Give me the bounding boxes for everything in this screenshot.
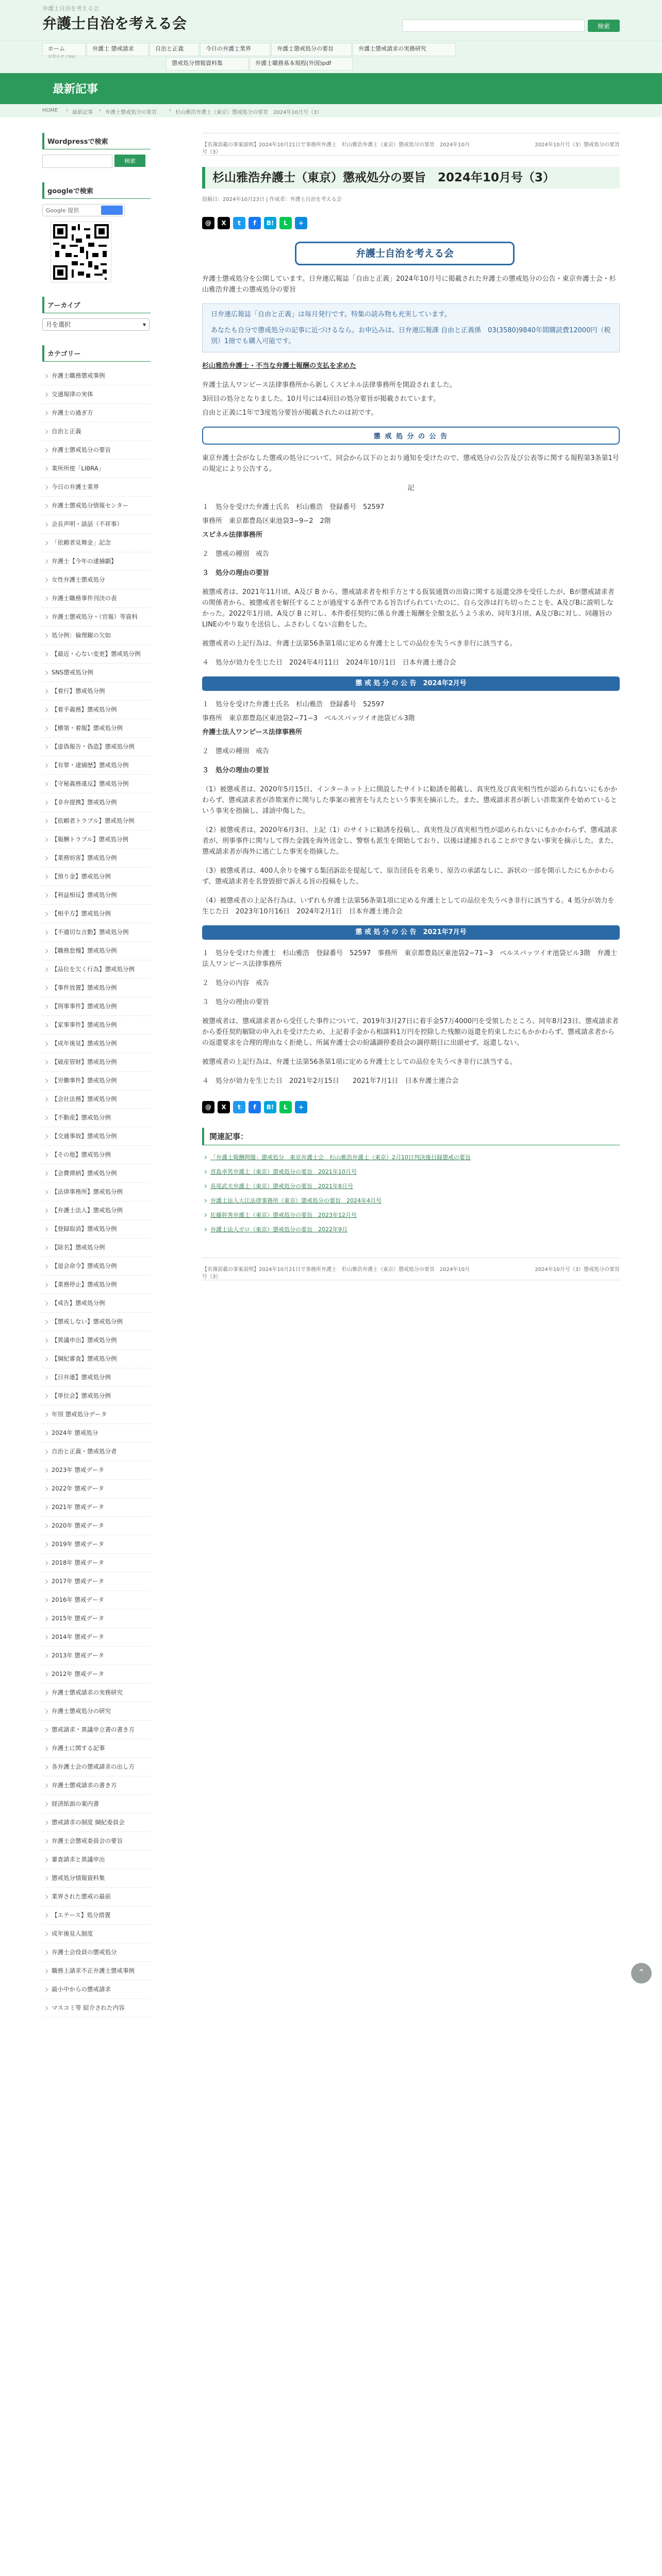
category-item[interactable]: 2018年 懲戒データ <box>42 1554 151 1572</box>
nav-item-research[interactable]: 弁護士懲戒請求の実務研究 <box>353 43 456 56</box>
category-item[interactable]: 【有罪・逮捕歴】懲戒処分例 <box>42 756 151 775</box>
archive-select[interactable]: 月を選択 ▾ <box>42 318 150 331</box>
notice-1-item-2: ２ 懲戒の種別 戒告 <box>202 550 270 558</box>
category-item[interactable]: 【依頼者トラブル】懲戒処分例 <box>42 812 151 831</box>
line-icon[interactable]: L <box>279 1101 292 1113</box>
category-item[interactable]: 自治と正義 <box>42 422 151 441</box>
category-item[interactable]: 弁護士【今年の逮捕劇】 <box>42 552 151 571</box>
sidebar <box>42 133 151 2032</box>
related-post-link[interactable]: 弁護士法人ガロ（東京）懲戒処分の要旨 2022年9月 <box>202 1223 620 1237</box>
related-post-link[interactable]: 「弁護士報酬問題」懲戒処分 東京弁護士会 杉山雅浩弁護士（東京）2月10日判決後目録懲戒の要旨 <box>202 1150 620 1165</box>
category-item[interactable]: 【会社法務】懲戒処分例 <box>42 1090 151 1109</box>
category-item[interactable]: 【登録取消】懲戒処分例 <box>42 1220 151 1239</box>
related-post-link[interactable]: 宮島幸男弁護士（東京）懲戒処分の要旨 2021年10月号 <box>202 1165 620 1179</box>
notice-1-firm: スピネル法律事務所 <box>202 531 263 539</box>
category-item[interactable]: 懲戒請求・異議申立書の書き方 <box>42 1721 151 1739</box>
hatena-icon[interactable]: B! <box>264 1101 276 1113</box>
category-item[interactable]: 【交通事故】懲戒処分例 <box>42 1127 151 1146</box>
category-item[interactable]: 【虚偽報告・偽造】懲戒処分例 <box>42 738 151 756</box>
category-item[interactable]: 2016年 懲戒データ <box>42 1591 151 1609</box>
share-buttons-bottom <box>202 1101 620 1113</box>
category-item[interactable]: 2021年 懲戒データ <box>42 1498 151 1517</box>
category-item[interactable]: 【日弁連】懲戒処分例 <box>42 1368 151 1387</box>
category-item[interactable]: 自治と正義・懲戒処分者 <box>42 1443 151 1461</box>
breadcrumb: HOME › 最新記事 › 弁護士懲戒処分の要旨 › 杉山雅浩弁護士（東京）懲戒処分の要旨 2024年10月号（3） <box>0 104 662 117</box>
nav-item-jiyu[interactable]: 自治と正義 <box>150 43 199 56</box>
category-item[interactable]: 弁護士懲戒請求の書き方 <box>42 1776 151 1795</box>
notice-3-date: ４ 処分が効力を生じた日 2021年2月15日 2021年7月1日 日本弁護士連合会 <box>202 1077 459 1085</box>
category-item[interactable]: 【事件放置】懲戒処分例 <box>42 979 151 997</box>
x-icon[interactable]: X <box>218 1101 230 1113</box>
wp-search-title: Wordpressで検索 <box>42 133 151 149</box>
category-item[interactable]: 【除名】懲戒処分例 <box>42 1239 151 1257</box>
category-item[interactable]: 2013年 懲戒データ <box>42 1647 151 1665</box>
category-item[interactable]: 2023年 懲戒データ <box>42 1461 151 1480</box>
category-item[interactable]: 会長声明・談話（不祥事） <box>42 515 151 534</box>
category-item[interactable]: 【相手方】懲戒処分例 <box>42 905 151 923</box>
x-icon[interactable]: X <box>218 217 230 229</box>
back-to-top-icon[interactable]: ⌃ <box>631 1963 652 1984</box>
site-title[interactable]: 弁護士自治を考える会 <box>42 15 187 32</box>
category-item[interactable]: 【労働事件】懲戒処分例 <box>42 1072 151 1090</box>
site-description: 弁護士自治を考える会 <box>42 5 99 12</box>
category-item[interactable]: 「依頼者見舞金」記念 <box>42 534 151 552</box>
notice-2-item-3: ３ 処分の理由の要旨 <box>202 767 270 774</box>
top-strip <box>0 0 662 4</box>
category-item[interactable]: 弁護士懲戒請求の実務研究 <box>42 1684 151 1702</box>
nav-item-rules[interactable]: 弁護士職務基本規程(外国)pdf <box>250 57 353 71</box>
category-item[interactable]: 弁護士懲戒処分の要旨 <box>42 441 151 460</box>
category-item[interactable]: 2017年 懲戒データ <box>42 1572 151 1591</box>
notice-1-ki: 記 <box>407 484 415 492</box>
category-item[interactable]: 【着行】懲戒処分例 <box>42 682 151 701</box>
category-item[interactable]: 【その他】懲戒処分例 <box>42 1146 151 1164</box>
notice-2-d: （4）被懲戒者の上記各行為は、いずれも弁護士法第56条第1項に定める弁護士としての品位を失うべき非行に該当する。4 処分が効力を生じた日 2023年10月16日 2024年2月1日 日本弁護士連合会 <box>202 897 615 916</box>
category-item[interactable]: 2019年 懲戒データ <box>42 1535 151 1554</box>
category-item[interactable]: 懲戒請求の制度 綱紀委員会 <box>42 1814 151 1832</box>
notice-3-body: 被懲戒者は、懲戒請求者から受任した事件について、2019年3月27日に着手金57万4000円を受領したところ、同年8月23日、懲戒請求者から委任契約解除の申入れを受けたため、上記着手金から相談料1万円を控除した残額の返還を約束したにもかかわらず、懲戒請求者からの返還要求を合理的理由なく拒絶し、所属弁護士会の紛議調停委員会の調停期日に出頭せず、返還しない。 <box>202 1018 619 1047</box>
category-title: カテゴリー <box>42 345 151 362</box>
category-item[interactable]: 今日の弁護士業界 <box>42 478 151 497</box>
wp-search-widget <box>42 133 151 168</box>
category-item[interactable]: 審査請求と異議申出 <box>42 1851 151 1869</box>
post-navigation-top <box>202 133 620 156</box>
share-plus-icon[interactable]: + <box>295 217 307 229</box>
intro-text: 弁護士懲戒処分を公開しています。日弁連広報誌「自由と正義」2024年10月号に掲載された弁護士の懲戒処分の公告・東京弁護士会・杉山雅浩弁護士の懲戒処分の要旨 <box>202 275 616 294</box>
para-1: 弁護士法人ワンピース法律事務所から新しくスピネル法律事務所を開設されました。 <box>202 381 456 389</box>
notice-1-tail: 被懲戒者の上記行為は、弁護士法第56条第1項に定める弁護士としての品位を失うべき非行に該当する。 <box>202 640 517 648</box>
share-buttons <box>202 217 620 229</box>
category-item[interactable]: 【不動産】懲戒処分例 <box>42 1109 151 1127</box>
category-item[interactable]: 【退会命令】懲戒処分例 <box>42 1257 151 1276</box>
category-item[interactable]: 【綱紀審査】懲戒処分例 <box>42 1350 151 1368</box>
archive-title: アーカイブ <box>42 297 151 313</box>
category-item[interactable]: 弁護士職務懲戒事例 <box>42 367 151 385</box>
breadcrumb-latest[interactable]: 最新記事 <box>72 110 93 115</box>
nav-item-materials[interactable]: 懲戒処分情報資料集 <box>166 57 249 71</box>
para-3: 自由と正義に1年で3度処分要旨が掲載されたのは初です。 <box>202 409 378 417</box>
category-item[interactable]: 【法律事務所】懲戒処分例 <box>42 1183 151 1201</box>
category-item[interactable]: 弁護士に関する記事 <box>42 1739 151 1758</box>
category-item[interactable]: 【家事事件】懲戒処分例 <box>42 1016 151 1035</box>
qr-code-icon <box>51 222 111 282</box>
notice-1-body: 被懲戒者は、2021年11月頃、A及び B から、懲戒請求者を相手方とする仮装通貨の出資に関する返還交渉を受任したが、Bが懲戒請求者の関係者から、被懲戒者を解任することが過度する条件である旨告げられていたのに、自ら交渉は打ち切ったことを、A及びBに説明しなかった。2022年1月頃、A及び B に対し、本件委任契約に係る弁護士報酬を全額支払うよう求め、同年3月頃、A及びBに対し、同趣旨のLINEのやり取りを送信し、ふさわしくない言動をした。 <box>202 588 615 629</box>
category-item[interactable]: 【単位会】懲戒処分例 <box>42 1387 151 1405</box>
header-search <box>402 20 620 32</box>
category-item[interactable]: 【戒告】懲戒処分例 <box>42 1294 151 1313</box>
next-post-link[interactable]: 2024年10月号（3）懲戒処分の要旨 <box>535 142 620 148</box>
category-item[interactable]: 2014年 懲戒データ <box>42 1628 151 1647</box>
category-item[interactable]: 業界された懲戒の最前 <box>42 1888 151 1906</box>
category-item[interactable]: 職務上請求不正弁護士懲戒事例 <box>42 1962 151 1980</box>
category-widget <box>42 345 151 2018</box>
hatena-icon[interactable]: B! <box>264 217 276 229</box>
category-item[interactable]: 弁護士会懲戒委員会の要旨 <box>42 1832 151 1851</box>
category-item[interactable]: 2020年 懲戒データ <box>42 1517 151 1535</box>
facebook-icon[interactable]: f <box>249 217 261 229</box>
related-title: 関連記事： <box>202 1128 620 1145</box>
main-area <box>42 117 620 2576</box>
notice-2-c: （3）被懲戒者は、400人余りを擁する集団訴訟を提起して、原告団長を名乗り、原告の承諾なしに、訴状の一部を開示したにもかかわらず、懲戒請求者を名誉毀損で訴える旨の投稿をした。 <box>202 867 615 886</box>
category-item[interactable]: 年別 懲戒処分データ <box>42 1405 151 1424</box>
nav-item-complaint[interactable]: 弁護士 懲戒請求 <box>87 43 148 56</box>
notice-1-item-3: ３ 処分の理由の要旨 <box>202 569 270 577</box>
notice-3-item-1: １ 処分を受けた弁護士 杉山雅浩 登録番号 52597 事務所 東京都豊島区東池袋2−71−3 ベルスパッツイオ池袋ビル3階 弁護士法人ワンピース法律事務所 <box>202 950 618 968</box>
category-item[interactable]: 【着手義務】懲戒処分例 <box>42 701 151 719</box>
notice-2-item-1: １ 処分を受けた弁護士氏名 杉山雅浩 登録番号 52597 <box>202 701 385 708</box>
notice-2-office: 事務所 東京都豊島区東池袋2−71−3 ベルスパッツイオ池袋ビル3階 <box>202 715 415 722</box>
site-header <box>0 4 662 41</box>
sidebar-search-input[interactable] <box>42 155 112 168</box>
google-search-button[interactable] <box>101 206 123 215</box>
threads-icon[interactable]: @ <box>202 217 214 229</box>
google-search-input[interactable]: Google 提供 <box>42 204 125 216</box>
category-item[interactable]: 弁護士懲戒処分情報センター <box>42 497 151 515</box>
category-item[interactable]: SNS懲戒処分例 <box>42 664 151 682</box>
twitter-icon[interactable]: t <box>233 217 245 229</box>
category-item[interactable]: 【預り金】懲戒処分例 <box>42 868 151 886</box>
post-title: 杉山雅浩弁護士（東京）懲戒処分の要旨 2024年10月号（3） <box>202 167 620 189</box>
notice-1-title: 懲 戒 処 分 の 公 告 <box>202 427 620 445</box>
sidebar-search-button[interactable]: 検索 <box>114 155 145 167</box>
page-heading: 最新記事 <box>53 83 98 96</box>
archive-widget <box>42 297 151 331</box>
related-post-link[interactable]: 弁護士法人大江法律事務所（東京）懲戒処分の要旨 2024年4月号 <box>202 1194 620 1208</box>
prev-post-link[interactable]: 【名簿誤載の事案説明】2024年10月21日で事務所弁護士 杉山雅浩弁護士（東京）懲戒処分の要旨 2024年10月号（3） <box>202 142 470 155</box>
global-nav <box>0 41 662 73</box>
notice-1-date: ４ 処分が効力を生じた日 2024年4月11日 2024年10月1日 日本弁護士連合会 <box>202 659 456 667</box>
notice-2-item-2: ２ 懲戒の種別 戒告 <box>202 748 270 755</box>
post-meta: 投稿日：2024年10月23日 | 作成者：弁護士自治を考える会 <box>202 197 342 202</box>
category-item[interactable]: 【不適切な言動】懲戒処分例 <box>42 923 151 942</box>
para-2: 3回目の処分となりました。10月号には4回目の処分要旨が掲載されています。 <box>202 395 440 403</box>
nav-item-home[interactable]: ホーム お知らせ / top <box>42 43 86 56</box>
category-item[interactable]: 各弁護士会の懲戒請求の出し方 <box>42 1758 151 1776</box>
related-list <box>202 1150 620 1237</box>
post-content <box>202 133 620 1280</box>
category-item[interactable]: 成年後見人制度 <box>42 1925 151 1943</box>
category-item[interactable]: 弁護士職務事件刊決の表 <box>42 589 151 608</box>
notice-2-firm: 弁護士法人ワンピース法律事務所 <box>202 728 302 736</box>
category-item[interactable]: 【品位を欠く行為】懲戒処分例 <box>42 960 151 979</box>
twitter-icon[interactable]: t <box>233 1101 245 1113</box>
post-navigation-bottom <box>202 1258 620 1280</box>
category-item[interactable]: 【業務停止】懲戒処分例 <box>42 1276 151 1294</box>
header-search-input[interactable] <box>402 20 585 32</box>
threads-icon[interactable]: @ <box>202 1101 214 1113</box>
subscription-box: 日弁連広報誌「自由と正義」は毎月発行です。特集の読み物も充実しています。 あなたも自分で懲戒処分の記事に近づけるなら。お申込みは、日弁連広報課 自由と正義係 03(3580)9840年間購読費12000円（税別）1冊でも購入可能です。 <box>202 303 620 352</box>
category-item[interactable]: 【破産管財】懲戒処分例 <box>42 1053 151 1072</box>
facebook-icon[interactable]: f <box>249 1101 261 1113</box>
category-item[interactable]: 【守秘義務違反】懲戒処分例 <box>42 775 151 793</box>
category-item[interactable]: 業所所使「LIBRA」 <box>42 460 151 478</box>
category-item[interactable]: 交通規律の実体 <box>42 385 151 404</box>
category-item[interactable]: 2024年 懲戒処分 <box>42 1424 151 1443</box>
category-item[interactable]: 処分例：倫理観の欠如 <box>42 626 151 645</box>
category-item[interactable]: 弁護士会役員の懲戒処分 <box>42 1943 151 1962</box>
category-item[interactable]: 2022年 懲戒データ <box>42 1480 151 1498</box>
site-banner: 弁護士自治を考える会 <box>295 242 515 265</box>
category-item[interactable]: 【刑事事件】懲戒処分例 <box>42 997 151 1016</box>
nav-item-summary[interactable]: 弁護士懲戒処分の要旨 <box>271 43 352 56</box>
category-item[interactable]: 【非弁提携】懲戒処分例 <box>42 793 151 812</box>
notice-2-title: 懲 戒 処 分 の 公 告 2024年2月号 <box>202 676 620 691</box>
notice-1-item-1: １ 処分を受けた弁護士氏名 杉山雅浩 登録番号 52597 <box>202 503 385 511</box>
share-plus-icon[interactable]: + <box>295 1101 307 1113</box>
category-item[interactable]: マスコミ等 紹介された内容 <box>42 1999 151 2018</box>
notice-1-office: 事務所 東京都豊島区東池袋3−9−2 2階 <box>202 517 331 525</box>
category-item[interactable]: 最小中からの懲戒請求 <box>42 1980 151 1999</box>
breadcrumb-home[interactable]: HOME <box>42 108 58 113</box>
category-item[interactable]: 【エテース】処分措置 <box>42 1906 151 1925</box>
category-item[interactable]: 弁護士懲戒処分の研究 <box>42 1702 151 1721</box>
category-list <box>42 367 151 2018</box>
google-search-title: googleで検索 <box>42 182 151 199</box>
notice-2-b: （2）被懲戒者は、2020年6月3日、上記（1）のサイトに勧誘を投稿し、真実性及び真実相当性が認められないにもかかわらず、懲戒請求者が、刑事事件に関与して得た金銭を海外送金し、警察も派生を開始しており、以後は逮捕されることができない事実を摘示した。また、懲戒請求者が海外に逃亡した事実を指摘した。 <box>202 826 618 856</box>
header-search-button[interactable]: 検索 <box>588 20 620 32</box>
line-icon[interactable]: L <box>279 217 292 229</box>
category-item[interactable]: 【会費滞納】懲戒処分例 <box>42 1164 151 1183</box>
related-post-link[interactable]: 佐藤幹秀弁護士（東京）懲戒処分の要旨 2023年12月号 <box>202 1208 620 1223</box>
prev-post-link-bottom[interactable]: 【名簿誤載の事案説明】2024年10月21日で事務所弁護士 杉山雅浩弁護士（東京）懲戒処分の要旨 2024年10月号（3） <box>202 1267 470 1280</box>
category-item[interactable]: 【成年後見】懲戒処分例 <box>42 1035 151 1053</box>
category-item[interactable]: 【弁護士法人】懲戒処分例 <box>42 1201 151 1220</box>
category-item[interactable]: 【利益相反】懲戒処分例 <box>42 886 151 905</box>
notice-1-intro: 東京弁護士会がなした懲戒の処分について、同会から以下のとおり通知を受けたので、懲戒処分の公告及び公表等に関する規程第3条第1号の規定により公告する。 <box>202 454 619 473</box>
notice-2-a: （1）被懲戒者は、2020年5月15日、インターネット上に開設したサイトに勧誘を掲載し、真実性及び真実相当性が認められないにもかかわらず、懲戒請求者が詐欺案件に関与した事案の被害を与えたという事実を摘示した。また、懲戒請求者が新しい詐欺案件を始めているという事実を指摘し、誹謗中傷した。 <box>202 786 618 815</box>
category-item[interactable]: 【横領・着服】懲戒処分例 <box>42 719 151 738</box>
category-item[interactable]: 【異議申出】懲戒処分例 <box>42 1331 151 1350</box>
breadcrumb-current: 杉山雅浩弁護士（東京）懲戒処分の要旨 2024年10月号（3） <box>175 110 322 115</box>
category-item[interactable]: 弁護士懲戒処分・（官報）等資料 <box>42 608 151 626</box>
nav-item-today[interactable]: 今日の弁護士業界 <box>200 43 270 56</box>
category-item[interactable]: 弁護士の過ぎ方 <box>42 404 151 422</box>
notice-3-item-3: ３ 処分の理由の要旨 <box>202 998 270 1006</box>
notice-3-tail: 被懲戒者の上記行為は、弁護士法第56条第1項に定める弁護士としての品位を失うべき非行に該当する。 <box>202 1058 517 1066</box>
category-item[interactable]: 経済紙面の案内書 <box>42 1795 151 1814</box>
breadcrumb-category[interactable]: 弁護士懲戒処分の要旨 <box>105 110 157 115</box>
page-band <box>0 73 662 104</box>
category-item[interactable]: 【報酬トラブル】懲戒処分例 <box>42 831 151 849</box>
notice-3-item-2: ２ 処分の内容 戒告 <box>202 979 270 987</box>
category-item[interactable]: 2015年 懲戒データ <box>42 1609 151 1628</box>
category-item[interactable]: 【懲戒しない】懲戒処分例 <box>42 1313 151 1331</box>
notice-3-title: 懲 戒 処 分 の 公 告 2021年7月号 <box>202 925 620 940</box>
category-item[interactable]: 【職務怠慢】懲戒処分例 <box>42 942 151 960</box>
category-item[interactable]: 女性弁護士懲戒処分 <box>42 571 151 589</box>
category-item[interactable]: 【最近・心ない変更】懲戒処分例 <box>42 645 151 664</box>
next-post-link-bottom[interactable]: 2024年10月号（3）懲戒処分の要旨 <box>535 1267 620 1273</box>
category-item[interactable]: 懲戒処分情報資料集 <box>42 1869 151 1888</box>
google-search-widget <box>42 182 151 282</box>
reason-heading: 杉山雅浩弁護士・不当な弁護士報酬の支払を求めた <box>202 362 357 370</box>
category-item[interactable]: 【業務妨害】懲戒処分例 <box>42 849 151 868</box>
related-post-link[interactable]: 長尾武夫弁護士（東京）懲戒処分の要旨 2021年8月号 <box>202 1179 620 1194</box>
category-item[interactable]: 2012年 懲戒データ <box>42 1665 151 1684</box>
